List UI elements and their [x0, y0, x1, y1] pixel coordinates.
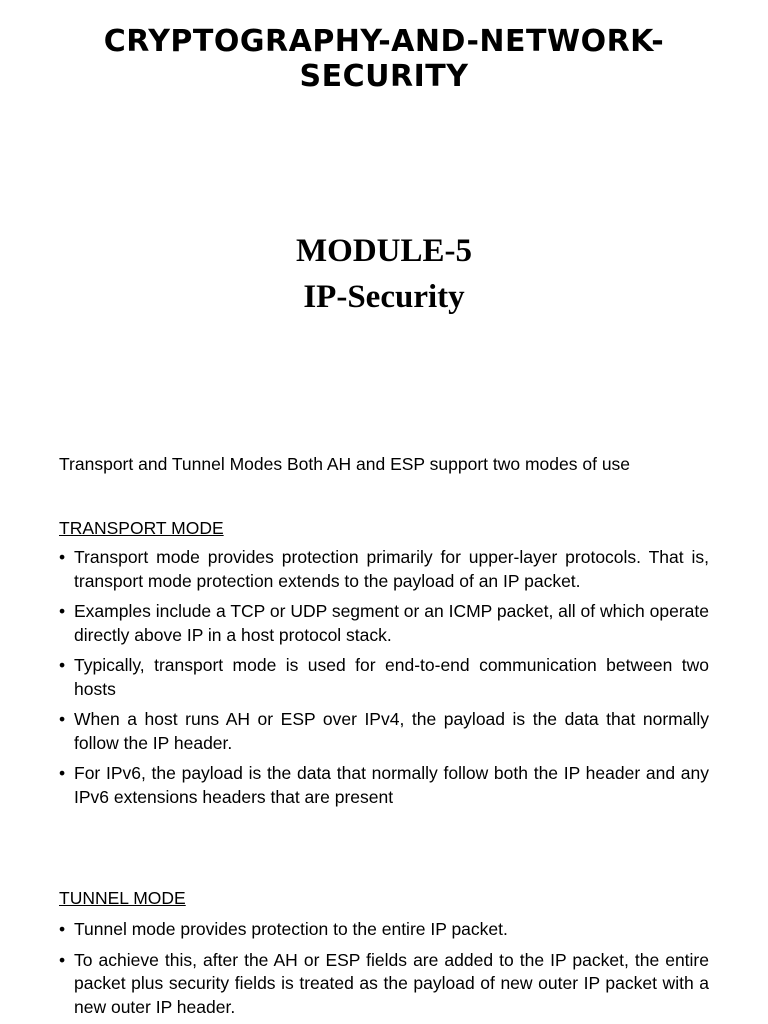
transport-mode-list — [59, 546, 709, 816]
list-item — [59, 918, 709, 942]
list-item-text: Examples include a TCP or UDP segment or an ICMP packet, all of which operate directly above IP in a host protocol stack. — [74, 601, 709, 645]
bullet-icon: • — [59, 547, 66, 567]
list-item — [59, 600, 709, 647]
list-item — [59, 654, 709, 701]
bullet-icon: • — [59, 655, 66, 675]
tunnel-mode-list — [59, 918, 709, 1024]
list-item-text: Transport mode provides protection primarily for upper-layer protocols. That is, transport mode protection extends to the payload of an IP packet. — [74, 547, 709, 591]
transport-mode-heading: TRANSPORT MODE — [59, 518, 224, 538]
course-title — [0, 24, 768, 94]
module-subject: IP-Security — [303, 279, 465, 315]
module-number: MODULE-5 — [296, 233, 472, 269]
course-title-line-2: SECURITY — [299, 59, 469, 94]
list-item — [59, 949, 709, 1020]
list-item-text: For IPv6, the payload is the data that normally follow both the IP header and any IPv6 extensions headers that are present — [74, 763, 709, 807]
course-title-line-1: CRYPTOGRAPHY-AND-NETWORK- — [103, 24, 665, 59]
bullet-icon: • — [59, 919, 66, 939]
list-item-text: Tunnel mode provides protection to the entire IP packet. — [74, 919, 508, 939]
list-item-text: Typically, transport mode is used for end-to-end communication between two hosts — [74, 655, 709, 699]
bullet-icon: • — [59, 601, 66, 621]
list-item-text: When a host runs AH or ESP over IPv4, the payload is the data that normally follow the IP header. — [74, 709, 709, 753]
module-heading — [0, 228, 768, 320]
list-item — [59, 546, 709, 593]
list-item — [59, 762, 709, 809]
bullet-icon: • — [59, 949, 66, 970]
bullet-icon: • — [59, 763, 66, 783]
intro-paragraph: Transport and Tunnel Modes Both AH and ESP support two modes of use — [59, 454, 631, 474]
list-item — [59, 708, 709, 755]
tunnel-mode-heading: TUNNEL MODE — [59, 888, 186, 908]
list-item-text: To achieve this, after the AH or ESP fields are added to the IP packet, the entire packet plus security fields is treated as the payload of new outer IP packet with a new outer IP header. — [74, 949, 709, 1017]
bullet-icon: • — [59, 709, 66, 729]
